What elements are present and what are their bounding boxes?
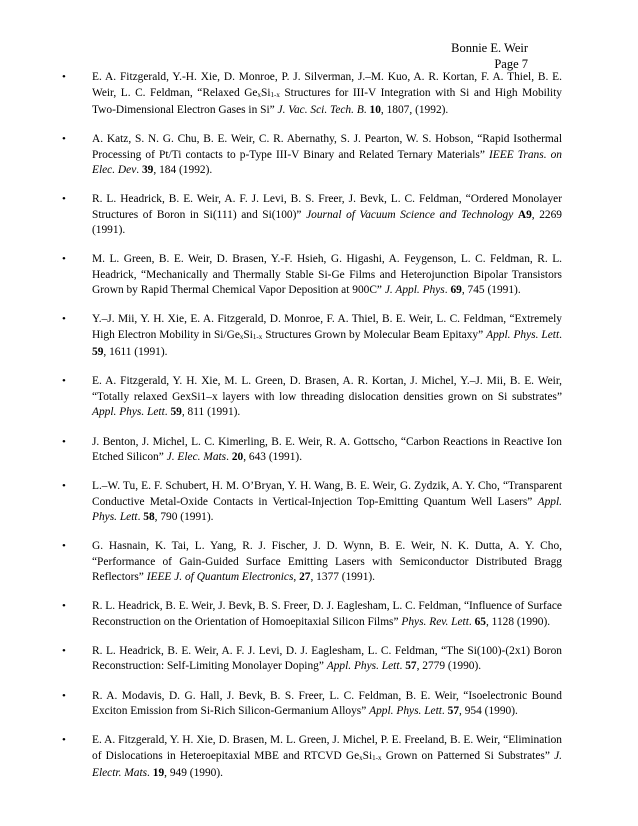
reference-journal: Phys. Rev. Lett [401,615,469,628]
bullet-icon: • [62,253,66,266]
page-number: Page 7 [494,57,528,71]
reference-volume: 65 [474,615,486,628]
reference-authors: E. A. Fitzgerald, Y.-H. Xie, D. Monroe, P. J. Silverman, J.–M. Kuo, A. R. Kortan, F. A. Thiel, B. E. Weir, L. C. Feldman, [92,71,562,99]
reference-pages-year: , 949 (1990). [164,767,223,780]
reference-item [62,599,562,630]
subscript: 1-x [252,332,263,341]
bullet-icon: • [62,193,66,206]
reference-sep: . [559,328,562,341]
reference-sep: . [147,767,153,780]
reference-journal: IEEE Trans. on Elec. Dev [92,148,563,177]
reference-pages-year: , 1128 (1990). [485,615,551,628]
reference-text: R. L. Headrick, B. E. Weir, A. F. J. Levi, D. J. Eaglesham, L. C. Feldman, “The Si(100)-(2x1) Boron Reconstruction: Self-Limiting Monolayer Doping” [92,644,562,673]
reference-title: Structures for III-V Integration with Si and High Mobility Two-Dimensional Electron Gases in Si” [92,86,562,116]
reference-journal: J. Electr. Mats [92,749,562,780]
page-header [451,40,528,72]
reference-journal: J. Elec. Mats [166,451,227,464]
bullet-icon: • [62,734,66,747]
subscript: x [257,90,261,99]
bullet-icon: • [62,540,66,553]
subscript: x [239,332,244,341]
reference-pages-year: , 745 (1991). [461,284,521,297]
bullet-icon: • [62,313,66,326]
reference-pages-year: , 2269 (1991). [92,208,562,237]
reference-item [62,312,562,361]
reference-volume: 59 [92,346,104,359]
reference-volume: 57 [447,705,460,718]
bullet-icon: • [62,133,66,146]
reference-item [62,252,562,299]
reference-journal: Appl. Phys. Lett [326,660,400,673]
reference-item [62,539,562,586]
reference-sep: . [399,660,406,673]
bullet-icon: • [62,480,66,493]
reference-sep: . [468,615,475,628]
bullet-icon: • [62,689,66,702]
reference-item [62,733,562,782]
reference-sep: . [444,284,451,297]
reference-sep: . [136,164,142,177]
reference-pages-year: , 811 (1991). [181,406,241,419]
reference-text: A. Katz, S. N. G. Chu, B. E. Weir, C. R. Abernathy, S. J. Pearton, W. S. Hobson, “Rapid Isothermal Processing of Pt/Ti contacts to p-Type III-V Binary and Related Ternary Materials” [92,133,562,161]
reference-title: Structures Grown by Molecular Beam Epitaxy” [262,328,487,341]
reference-authors: E. A. Fitzgerald, Y. H. Xie, D. Brasen, M. L. Green, J. Michel, P. E. Freeland, B. E. Weir, [92,734,504,747]
subscript: 1-x [372,753,382,762]
bullet-icon: • [62,71,66,83]
reference-journal: IEEE J. of Quantum Electronics [146,571,294,584]
reference-sep: . [363,104,370,116]
reference-text: R. L. Headrick, B. E. Weir, A. F. J. Levi, B. S. Freer, J. Bevk, L. C. Feldman, “Ordered Monolayer Structures of Boron in Si(111) and Si(100)” [92,193,562,221]
reference-volume: 10 [369,104,381,116]
reference-title: Grown on Patterned Si Substrates” [381,749,555,762]
reference-volume: A9 [517,208,532,221]
subscript: 1-x [270,90,280,99]
reference-pages-year: , 790 (1991). [154,511,214,524]
reference-item [62,479,562,526]
reference-volume: 20 [231,451,244,464]
reference-sep: . [441,705,448,718]
reference-pages-year: , 1807, (1992). [380,104,449,116]
reference-volume: 57 [405,660,417,673]
subscript: x [359,753,363,762]
reference-sep: . [226,451,232,464]
author-name: Bonnie E. Weir [451,41,528,55]
reference-text: J. Benton, J. Michel, L. C. Kimerling, B. E. Weir, R. A. Gottscho, “Carbon Reactions in Reactive Ion Etched Silicon” [92,435,562,464]
reference-item [62,132,562,179]
bullet-icon: • [62,600,66,613]
reference-item [62,374,562,421]
reference-pages-year: , 643 (1991). [243,451,303,464]
bullet-icon: • [62,435,66,448]
reference-text: L.–W. Tu, E. F. Schubert, H. M. O’Bryan, Y. H. Wang, B. E. Weir, G. Zydzik, A. Y. Cho, “Transparent Conductive Metal-Oxide Contacts in Vertical-Injection Top-Emitting Quantum Well Lasers” [92,480,562,508]
reference-sep: . [164,406,171,419]
reference-volume: 19 [152,767,165,780]
reference-title: Si [260,86,271,99]
reference-sep: , [293,571,300,584]
reference-text: M. L. Green, B. E. Weir, D. Brasen, Y.-F. Hsieh, G. Higashi, A. Feygenson, L. C. Feldman, R. L. Headrick, “Mechanically and Thermally Stable Si-Ge Films and Heterojunction Bipolar Transistors Grown by Rapid Thermal Chemical Vapor Deposition at 900C” [92,253,562,297]
reference-authors: Y.–J. Mii, Y. H. Xie, E. A. Fitzgerald, D. Monroe, F. A. Thiel, B. E. Weir, L. C. Feldman, [92,313,510,326]
reference-text: G. Hasnain, K. Tai, L. Yang, R. J. Fischer, J. D. Wynn, B. E. Weir, N. K. Dutta, A. Y. Cho, “Performance of Gain-Guided Surface Emitting Lasers with Semiconductor Distributed Bragg Reflectors” [92,540,562,584]
reference-volume: 58 [143,511,155,524]
reference-pages-year: , 954 (1990). [459,705,518,718]
reference-journal: J. Appl. Phys [384,284,445,297]
reference-journal: J. Vac. Sci. Tech. B [277,104,364,116]
reference-item [62,70,562,119]
bullet-icon: • [62,375,66,388]
reference-volume: 59 [170,406,182,419]
reference-pages-year: , 184 (1992). [153,164,213,177]
reference-item [62,644,562,675]
reference-title: “Relaxed Ge [197,86,258,99]
reference-pages-year: , 1611 (1991). [103,346,168,359]
reference-volume: 39 [141,164,154,177]
reference-item [62,435,562,466]
reference-volume: 69 [450,284,462,297]
reference-journal: Appl. Phys. Lett [92,406,165,419]
reference-journal: Appl. Phys. Lett [92,495,562,524]
reference-volume: 27 [299,571,311,584]
reference-sep: . [137,511,144,524]
reference-text: E. A. Fitzgerald, Y. H. Xie, M. L. Green, D. Brasen, A. R. Kortan, J. Michel, Y.–J. Mii, B. E. Weir, “Totally relaxed GexSi1–x layers with low threading dislocation densities grown on Si substrates” [92,375,562,403]
reference-title: “Elimination of Dislocations in Heteroepitaxial MBE and RTCVD Ge [92,734,562,762]
reference-pages-year: , 1377 (1991). [310,571,376,584]
reference-journal: Appl. Phys. Lett [369,705,442,718]
reference-pages-year: , 2779 (1990). [416,660,482,673]
reference-item [62,192,562,239]
reference-title: Si [362,749,373,762]
reference-list [62,70,562,795]
bullet-icon: • [62,644,66,657]
reference-journal: Appl. Phys. Lett [486,328,560,341]
reference-journal: Journal of Vacuum Science and Technology [306,208,514,221]
reference-item [62,689,562,720]
reference-text: R. A. Modavis, D. G. Hall, J. Bevk, B. S. Freer, L. C. Feldman, B. E. Weir, “Isoelectronic Bound Exciton Emission from Si-Rich Silicon-Germanium Alloys” [92,689,562,718]
reference-text: R. L. Headrick, B. E. Weir, J. Bevk, B. S. Freer, D. J. Eaglesham, L. C. Feldman, “Influence of Surface Reconstruction on the Orientation of Homoepitaxial Silicon Films” [92,600,562,628]
reference-title: “Extremely High Electron Mobility in Si/Ge [92,313,562,341]
reference-title: Si [243,328,253,341]
